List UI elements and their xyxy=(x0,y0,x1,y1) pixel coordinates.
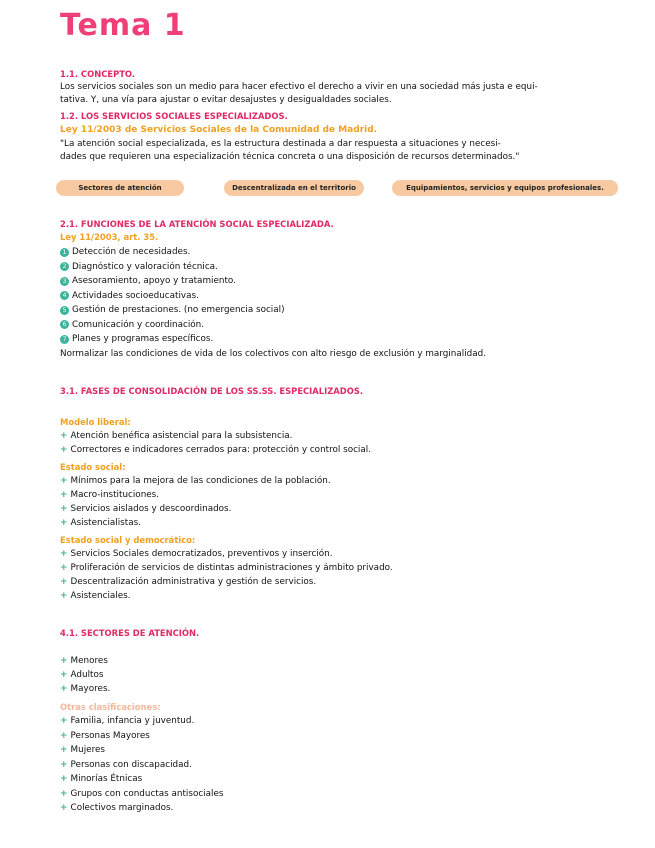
funciones-list xyxy=(60,245,486,361)
pill-equipamientos: Equipamientos, servicios y equipos profesionales. xyxy=(392,180,618,196)
plus-icon: + xyxy=(60,476,68,486)
otras-clasificaciones-list xyxy=(60,714,223,816)
law-reference: Ley 11/2003 de Servicios Sociales de la Comunidad de Madrid. xyxy=(60,125,378,135)
modelo-liberal-list xyxy=(60,429,371,457)
list-item: 2 Diagnóstico y valoración técnica. xyxy=(60,260,486,275)
plus-icon: + xyxy=(60,577,68,587)
plus-icon: + xyxy=(60,490,68,500)
list-item: + Asistenciales. xyxy=(60,591,131,601)
list-item: + Personas Mayores xyxy=(60,729,223,744)
section-heading-sectores: 4.1. SECTORES DE ATENCIÓN. xyxy=(60,628,200,638)
plus-icon: + xyxy=(60,656,68,666)
plus-icon: + xyxy=(60,670,68,680)
plus-icon: + xyxy=(60,730,68,741)
estado-democratico-list xyxy=(60,547,393,603)
section-heading-fases: 3.1. FASES DE CONSOLIDACIÓN DE LOS SS.SS. ESPECIALIZADOS. xyxy=(60,386,364,396)
list-item: + Familia, infancia y juventud. xyxy=(60,714,223,729)
list-item: 3 Asesoramiento, apoyo y tratamiento. xyxy=(60,274,486,289)
law-article: Ley 11/2003, art. 35. xyxy=(60,232,159,242)
list-item: + Servicios aislados y descoordinados. xyxy=(60,504,232,514)
page-title: Tema 1 xyxy=(60,8,186,43)
list-item: 7 Planes y programas específicos. xyxy=(60,332,486,347)
plus-icon: + xyxy=(60,759,68,770)
plus-icon: + xyxy=(60,445,68,455)
plus-icon: + xyxy=(60,788,68,799)
plus-icon: + xyxy=(60,774,68,784)
list-item: + Minorías Étnicas xyxy=(60,772,223,787)
section-heading-servicios-especializados: 1.2. LOS SERVICIOS SOCIALES ESPECIALIZADOS. xyxy=(60,111,288,121)
list-item: 4 Actividades socioeducativas. xyxy=(60,289,486,304)
pill-descentralizada: Descentralizada en el territorio xyxy=(224,180,364,196)
plus-icon: + xyxy=(60,591,68,601)
text-line: "La atención social especializada, es la estructura destinada a dar respuesta a situaciones y necesi- xyxy=(60,139,501,149)
closing-statement: Normalizar las condiciones de vida de los colectivos con alto riesgo de exclusión y marginalidad. xyxy=(60,348,487,359)
plus-icon: + xyxy=(60,563,68,573)
list-item: + Grupos con conductas antisociales xyxy=(60,787,223,802)
list-item: + Asistencialistas. xyxy=(60,518,141,528)
list-item: + Proliferación de servicios de distintas administraciones y ámbito privado. xyxy=(60,563,393,573)
plus-icon: + xyxy=(60,803,68,813)
section-heading-funciones: 2.1. FUNCIONES DE LA ATENCIÓN SOCIAL ESPECIALIZADA. xyxy=(60,219,334,229)
definition-quote xyxy=(60,138,519,164)
plus-icon: + xyxy=(60,716,68,726)
subheading-estado-social: Estado social: xyxy=(60,462,126,472)
plus-icon: + xyxy=(60,745,68,755)
number-badge: 3 xyxy=(60,277,69,286)
text-line: Los servicios sociales son un medio para hacer efectivo el derecho a vivir en una sociedad más justa e equi- xyxy=(60,82,538,92)
plus-icon: + xyxy=(60,684,68,694)
subheading-otras-clasificaciones: Otras clasificaciones: xyxy=(60,702,161,712)
concepto-text xyxy=(60,81,538,107)
list-item: + Mínimos para la mejora de las condiciones de la población. xyxy=(60,476,331,486)
list-item: + Atención benéfica asistencial para la subsistencia. xyxy=(60,431,293,441)
list-item: + Colectivos marginados. xyxy=(60,801,223,816)
number-badge: 1 xyxy=(60,248,69,257)
list-item: + Mujeres xyxy=(60,743,223,758)
list-item: + Descentralización administrativa y gestión de servicios. xyxy=(60,577,317,587)
sectores-list xyxy=(60,654,110,696)
plus-icon: + xyxy=(60,504,68,514)
list-item: + Adultos xyxy=(60,670,104,680)
list-item: + Servicios Sociales democratizados, preventivos y inserción. xyxy=(60,549,333,559)
list-item: 6 Comunicación y coordinación. xyxy=(60,318,486,333)
number-badge: 5 xyxy=(60,306,69,315)
list-item: + Personas con discapacidad. xyxy=(60,758,223,773)
subheading-estado-social-democratico: Estado social y democrático: xyxy=(60,535,196,545)
list-item: 1 Detección de necesidades. xyxy=(60,245,486,260)
number-badge: 2 xyxy=(60,262,69,271)
text-line: dades que requieren una especialización técnica concreta o una disposición de recursos determinados." xyxy=(60,152,520,162)
number-badge: 7 xyxy=(60,335,69,344)
text-line: tativa. Y, una vía para ajustar o evitar desajustes y desigualdades sociales. xyxy=(60,95,392,105)
plus-icon: + xyxy=(60,518,68,528)
pill-sectores: Sectores de atención xyxy=(56,180,184,196)
plus-icon: + xyxy=(60,431,68,441)
list-item: + Mayores. xyxy=(60,684,111,694)
list-item: 5 Gestión de prestaciones. (no emergencia social) xyxy=(60,303,486,318)
subheading-modelo-liberal: Modelo liberal: xyxy=(60,417,131,427)
list-item: + Macro-instituciones. xyxy=(60,490,160,500)
number-badge: 4 xyxy=(60,291,69,300)
number-badge: 6 xyxy=(60,320,69,329)
plus-icon: + xyxy=(60,549,68,559)
list-item: + Correctores e indicadores cerrados para: protección y control social. xyxy=(60,445,372,455)
estado-social-list xyxy=(60,474,331,530)
list-item: + Menores xyxy=(60,656,108,666)
section-heading-concepto: 1.1. CONCEPTO. xyxy=(60,69,136,79)
